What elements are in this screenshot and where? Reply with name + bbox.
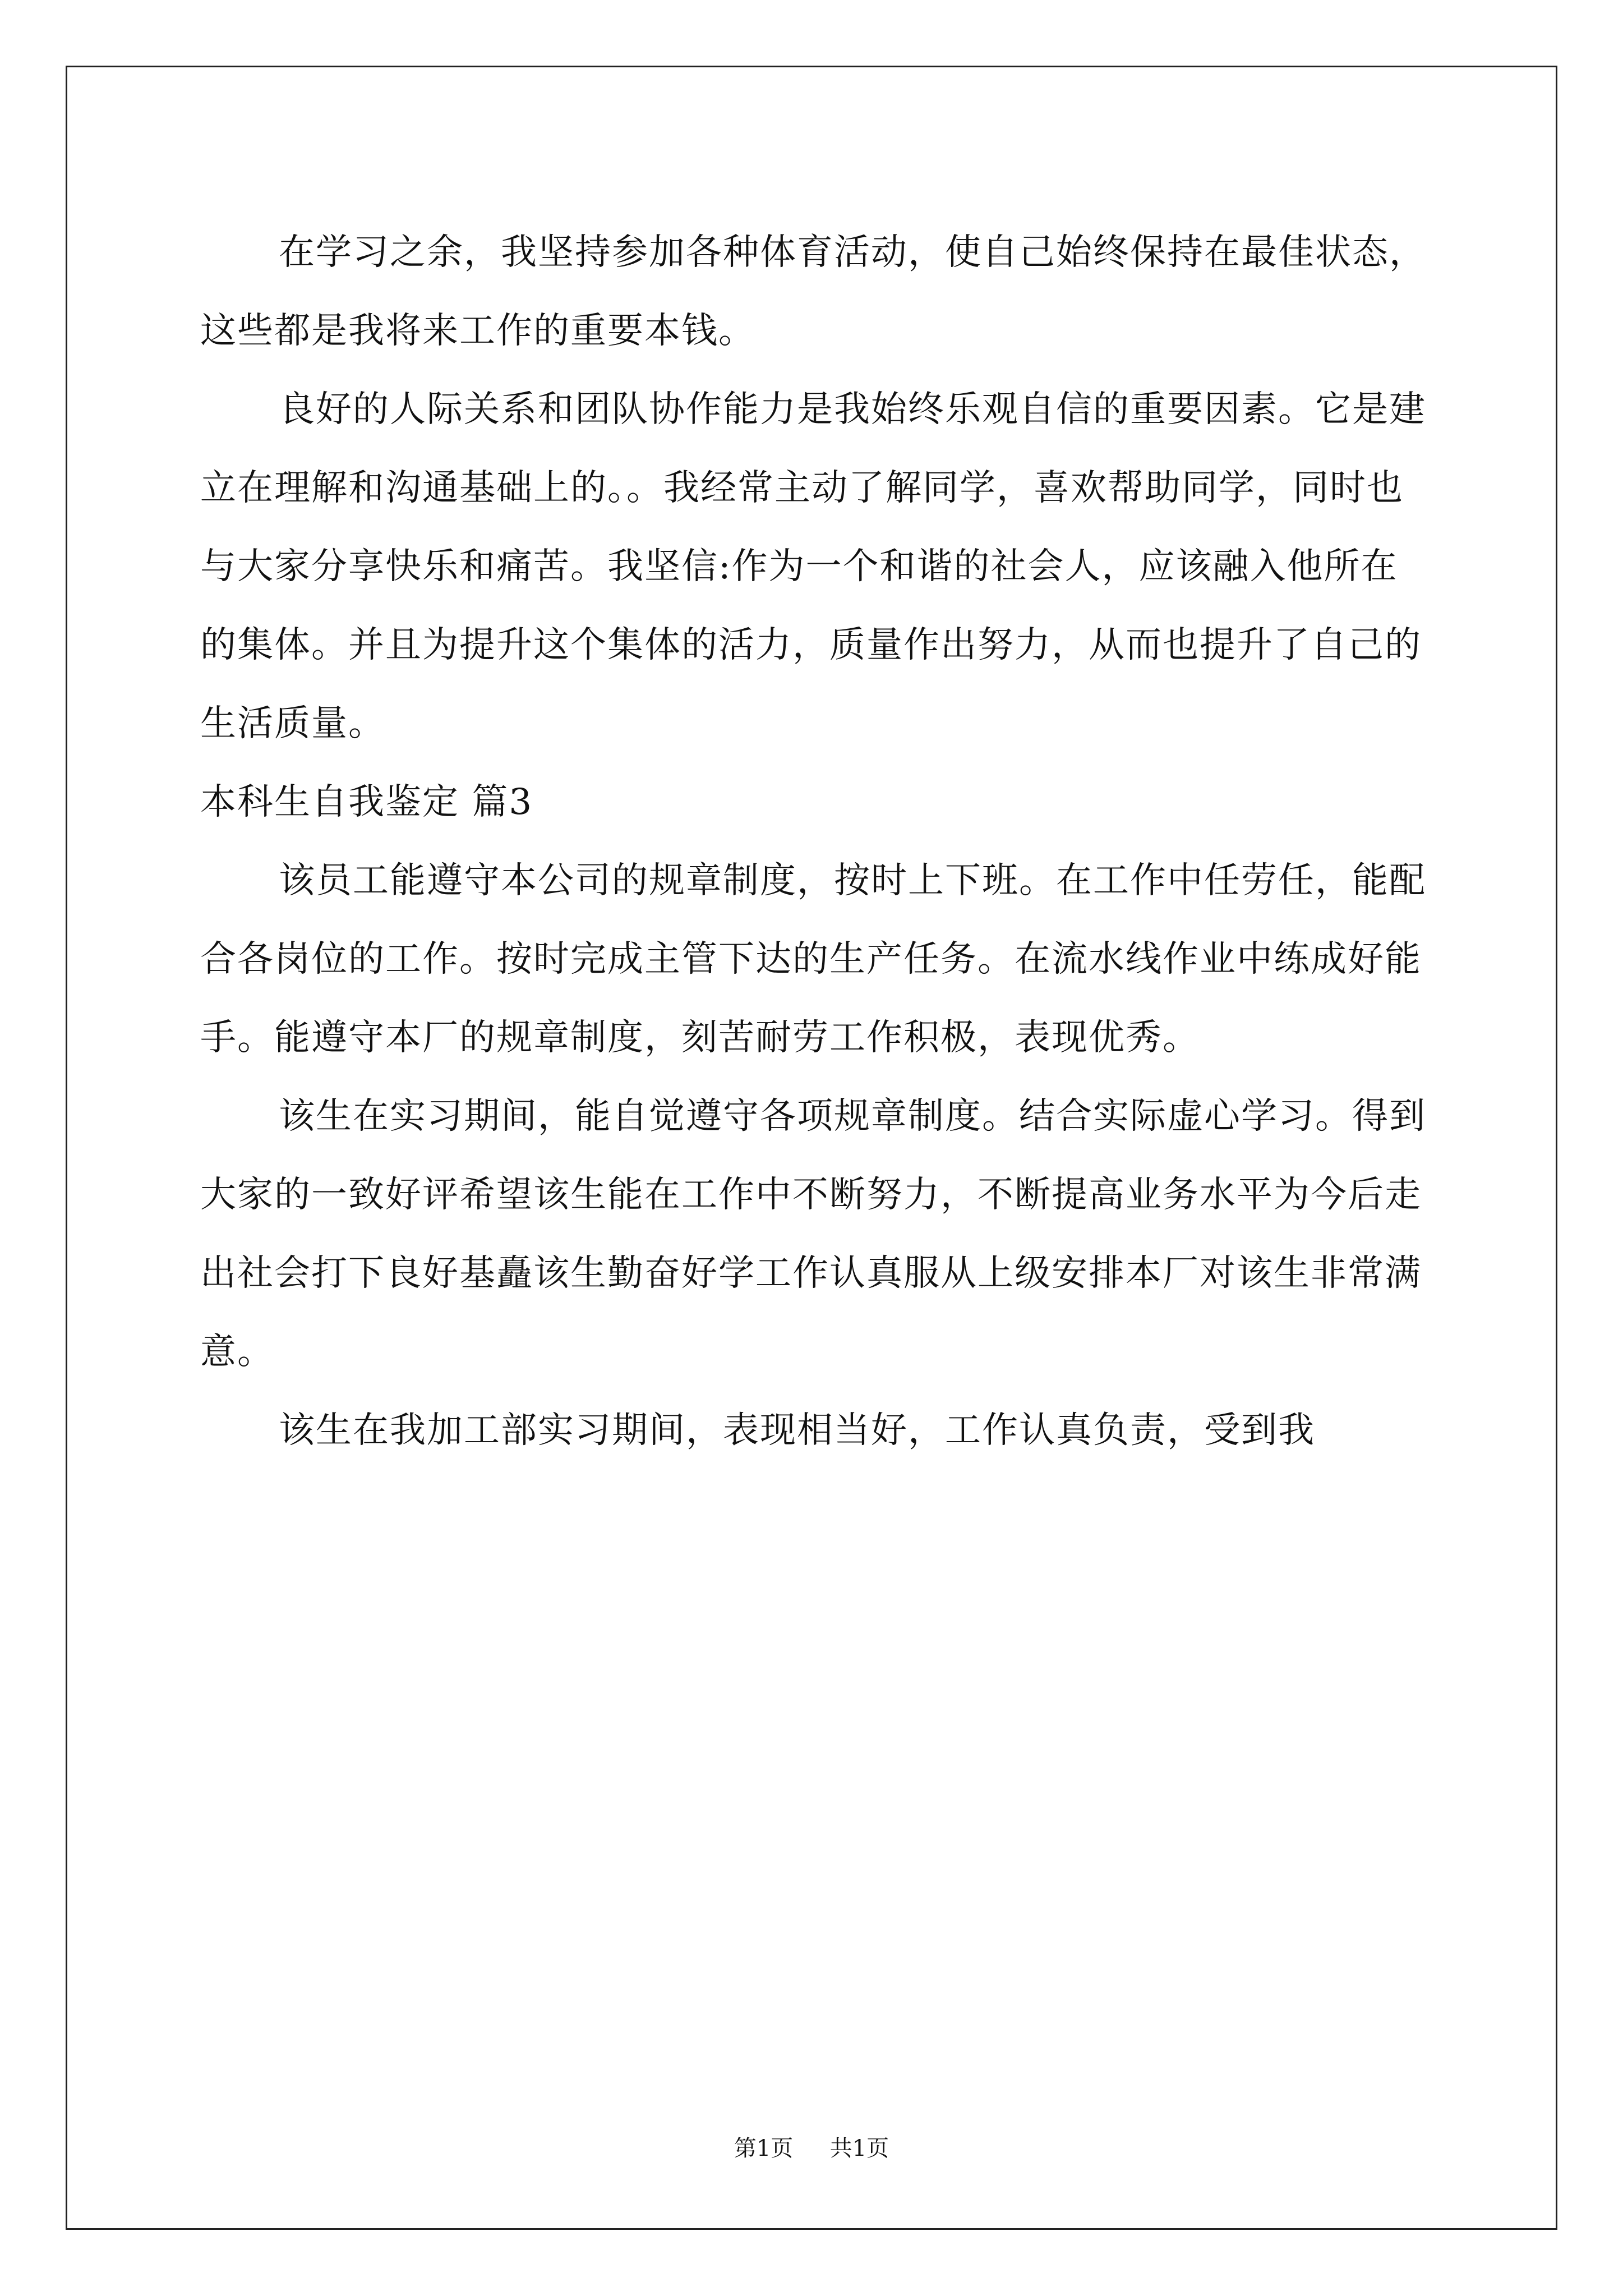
paragraph-relationships: 良好的人际关系和团队协作能力是我始终乐观自信的重要因素。它是建立在理解和沟通基础上的。。我经常主动了解同学，喜欢帮助同学，同时也与大家分享快乐和痛苦。我坚信:作为一个和谐的社会人，应该融入他所在的集体。并且为提升这个集体的活力，质量作出努力，从而也提升了自己的生活质量。	[200, 389, 1426, 744]
page-footer	[0, 2131, 1623, 2162]
paragraph-employee: 该员工能遵守本公司的规章制度，按时上下班。在工作中任劳任，能配合各岗位的工作。按时完成主管下达的生产任务。在流水线作业中练成好能手。能遵守本厂的规章制度，刻苦耐劳工作积极，表现优秀。	[200, 860, 1426, 1059]
section-heading: 本科生自我鉴定 篇3	[200, 781, 533, 823]
page-number: 第1页	[734, 2136, 794, 2161]
paragraph-sports: 在学习之余，我坚持参加各种体育活动，使自己始终保持在最佳状态，这些都是我将来工作的重要本钱。	[200, 232, 1426, 352]
document-body	[200, 213, 1434, 1470]
paragraph-processing-dept: 该生在我加工部实习期间，表现相当好，工作认真负责，受到我	[279, 1410, 1315, 1451]
paragraph-internship: 该生在实习期间，能自觉遵守各项规章制度。结合实际虚心学习。得到大家的一致好评希望该生能在工作中不断努力，不断提高业务水平为今后走出社会打下良好基矗该生勤奋好学工作认真服从上级安排本厂对该生非常满意。	[200, 1096, 1426, 1373]
page-total: 共1页	[829, 2136, 889, 2161]
